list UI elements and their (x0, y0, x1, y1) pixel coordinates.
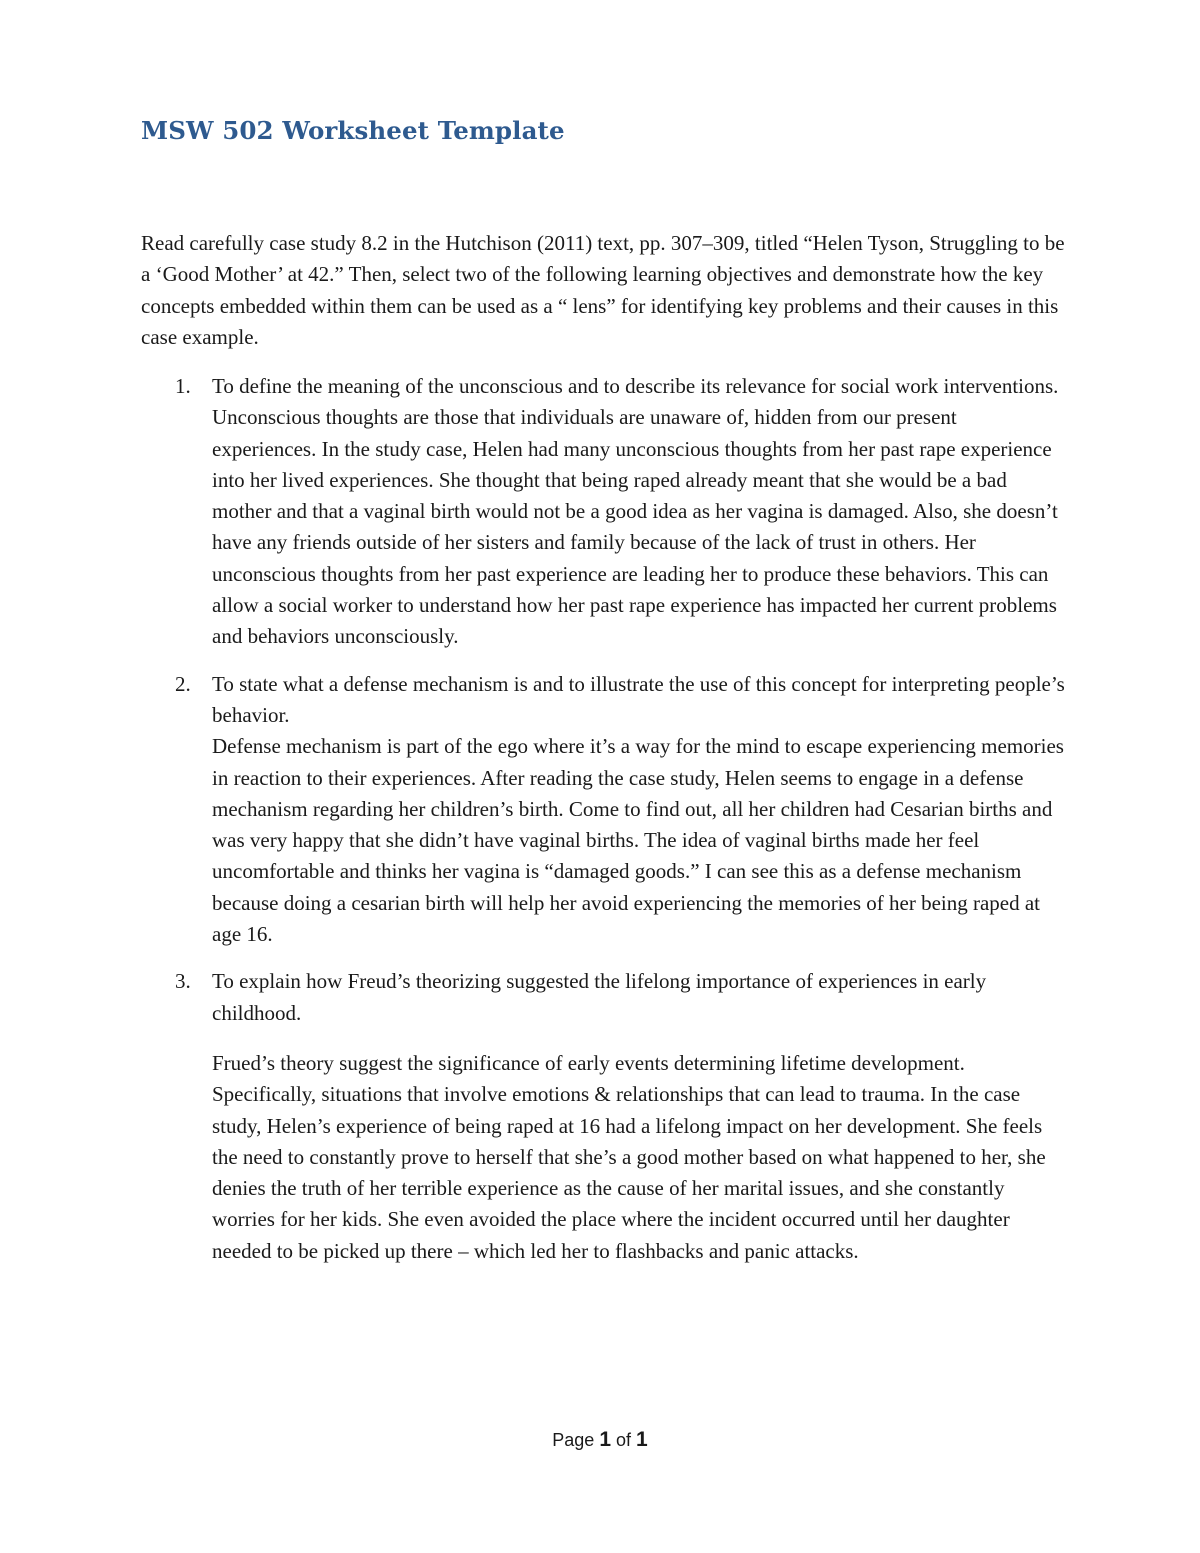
objective-answer: Frued’s theory suggest the significance of early events determining lifetime development. Specifically, situations that involve emotions & relationships that can lead to trauma. In the case study, Helen’s experience of being raped at 16 had a lifelong impact on her development. She feels the need to constantly prove to herself that she’s a good mother based on what happened to her, she denies the truth of her terrible experience as the cause of her marital issues, and she constantly worries for her kids. She even avoided the place where the incident occurred until her daughter needed to be picked up there – which led her to flashbacks and panic attacks. (212, 1050, 1046, 1263)
document-title: MSW 502 Worksheet Template (141, 116, 565, 145)
objective-answer: Defense mechanism is part of the ego where it’s a way for the mind to escape experiencing memories in reaction to their experiences. After reading the case study, Helen seems to engage in a defense mechanism regarding her children’s birth. Come to find out, all her children had Cesarian births and was very happy that she didn’t have vaginal births. The idea of vaginal births made her feel uncomfortable and thinks her vagina is “damaged goods.” I can see this as a defense mechanism because doing a cesarian birth will help her avoid experiencing the memories of her being raped at age 16. (212, 734, 1064, 947)
of-word: of (616, 1430, 632, 1450)
objective-text: To state what a defense mechanism is and to illustrate the use of this concept for interpreting people’s behavior. (212, 671, 1065, 727)
objectives-list (141, 371, 1066, 1283)
page-word: Page (552, 1430, 595, 1450)
page-number-footer (0, 1428, 1200, 1452)
objective-item (141, 669, 1066, 951)
objective-item (141, 966, 1066, 1267)
objective-number: 1. (175, 374, 191, 398)
objective-answer: Unconscious thoughts are those that individuals are unaware of, hidden from our present experiences. In the study case, Helen had many unconscious thoughts from her past rape experience into her lived experiences. She thought that being raped already meant that she would be a bad mother and that a vaginal birth would not be a good idea as her vagina is damaged. Also, she doesn’t have any friends outside of her sisters and family because of the lack of trust in others. Her unconscious thoughts from her past experience are leading her to produce these behaviors. This can allow a social worker to understand how her past rape experience has impacted her current problems and behaviors unconsciously. (212, 405, 1058, 649)
page-total-number: 1 (636, 1428, 648, 1451)
objective-text: To define the meaning of the unconscious and to describe its relevance for social work interventions. (212, 374, 1059, 398)
objective-number: 3. (175, 969, 191, 994)
intro-paragraph: Read carefully case study 8.2 in the Hutchison (2011) text, pp. 307–309, titled “Helen Tyson, Struggling to be a ‘Good Mother’ at 42.” Then, select two of the following learning objectives and demonstrate how the key concepts embedded within them can be used as a “ lens” for identifying key problems and their causes in this case example. (141, 231, 1065, 349)
objective-text: To explain how Freud’s theorizing suggested the lifelong importance of experiences in early childhood. (212, 969, 987, 1025)
objective-number: 2. (175, 671, 191, 696)
objective-item (141, 371, 1066, 653)
page-current-number: 1 (599, 1428, 611, 1451)
